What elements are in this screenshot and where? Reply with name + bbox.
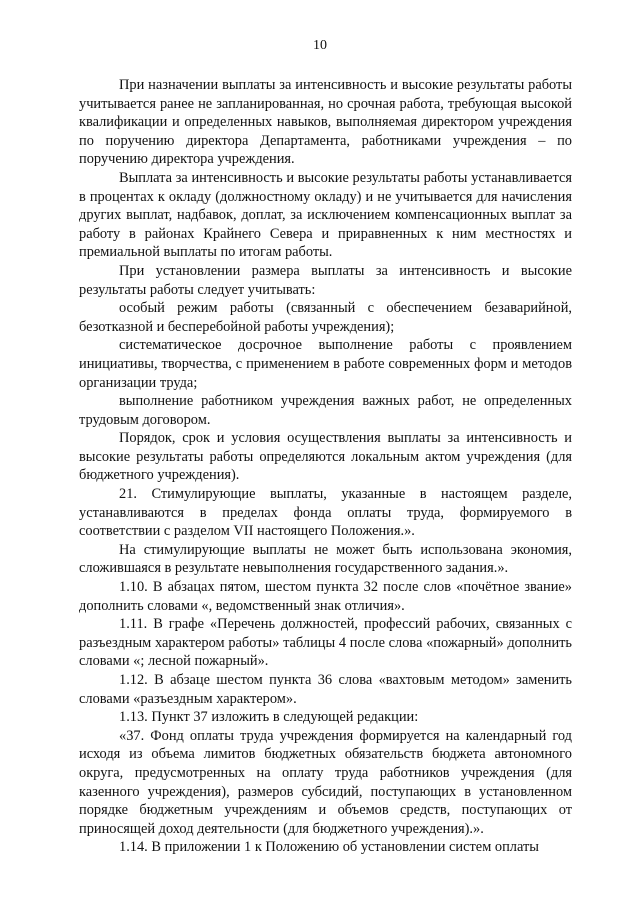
- paragraph-2: Выплата за интенсивность и высокие результаты работы устанавливается в процентах к окладу (должностному окладу) и не учитывается для начисления других выплат, надбавок, доплат, за исключением компенсационных выплат за работу в районах Крайнего Севера и приравненных к ним местностях и премиальной выплаты по итогам работы.: [79, 169, 572, 261]
- paragraph-11: 1.11. В графе «Перечень должностей, профессий рабочих, связанных с разъездным характером работы» таблицы 4 после слова «пожарный» дополнить словами «; лесной пожарный».: [79, 616, 572, 670]
- paragraph-4: особый режим работы (связанный с обеспечением безаварийной, безотказной и бесперебойной работы учреждения);: [79, 300, 572, 335]
- paragraph-14: «37. Фонд оплаты труда учреждения формируется на календарный год исходя из объема лимитов бюджетных обязательств бюджета автономного округа, предусмотренных на оплату труда работников учреждения (для казенного учреждения), размеров субсидий, поступающих в установленном порядке бюджетным учреждениям и объемов средств, поступающих от приносящей доход деятельности (для бюджетного учреждения).».: [79, 727, 572, 837]
- document-body: [79, 76, 572, 857]
- paragraph-1: При назначении выплаты за интенсивность и высокие результаты работы учитывается ранее не запланированная, но срочная работа, требующая высокой квалификации и определенных навыков, выполняемая директором учреждения по поручению директора Департамента, работниками учреждения – по поручению директора учреждения.: [79, 77, 572, 168]
- paragraph-13: 1.13. Пункт 37 изложить в следующей редакции:: [119, 709, 419, 726]
- page-number: 10: [313, 38, 327, 53]
- paragraph-12: 1.12. В абзаце шестом пункта 36 слова «вахтовым методом» заменить словами «разъездным характером».: [79, 672, 572, 707]
- paragraph-6: выполнение работником учреждения важных работ, не определенных трудовым договором.: [79, 393, 572, 428]
- paragraph-15: 1.14. В приложении 1 к Положению об установлении систем оплаты: [119, 839, 539, 856]
- paragraph-9: На стимулирующие выплаты не может быть использована экономия, сложившаяся в результате невыполнения государственного задания.».: [79, 541, 572, 577]
- paragraph-8: 21. Стимулирующие выплаты, указанные в настоящем разделе, устанавливаются в пределах фонда оплаты труда, формируемого в соответствии с разделом VII настоящего Положения.».: [79, 486, 572, 540]
- paragraph-3: При установлении размера выплаты за интенсивность и высокие результаты работы следует учитывать:: [79, 262, 572, 298]
- paragraph-5: систематическое досрочное выполнение работы с проявлением инициативы, творчества, с применением в работе современных форм и методов организации труда;: [79, 337, 572, 391]
- paragraph-10: 1.10. В абзацах пятом, шестом пункта 32 после слов «почётное звание» дополнить словами «, ведомственный знак отличия».: [79, 579, 572, 614]
- paragraph-7: Порядок, срок и условия осуществления выплаты за интенсивность и высокие результаты работы определяются локальным актом учреждения (для бюджетного учреждения).: [79, 430, 572, 484]
